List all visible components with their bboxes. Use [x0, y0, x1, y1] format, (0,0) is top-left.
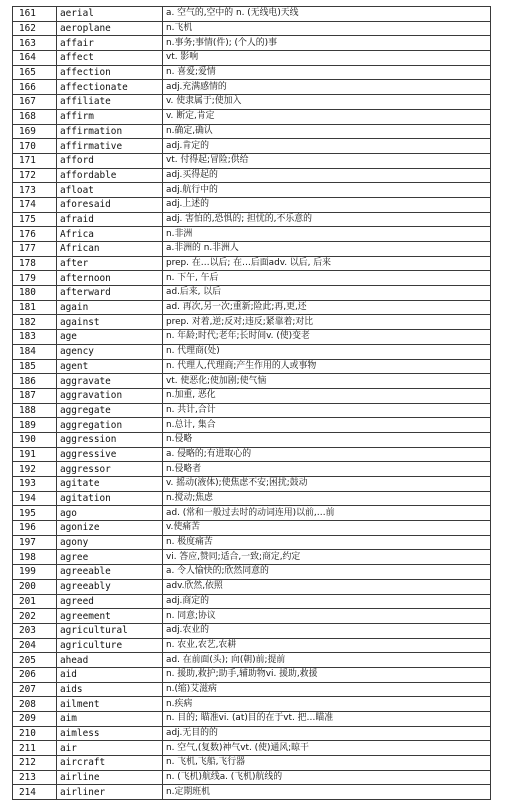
entry-word: agony — [57, 535, 163, 550]
entry-word: agreeable — [57, 565, 163, 580]
entry-definition: vt. 影响 — [163, 51, 491, 66]
table-row — [13, 667, 491, 682]
entry-word: agitation — [57, 491, 163, 506]
entry-definition: n.定期班机 — [163, 785, 491, 800]
entry-number: 177 — [13, 242, 57, 257]
table-row — [13, 682, 491, 697]
table-row — [13, 653, 491, 668]
entry-word: aggressive — [57, 447, 163, 462]
entry-number: 166 — [13, 80, 57, 95]
table-row — [13, 535, 491, 550]
entry-word: afford — [57, 153, 163, 168]
entry-definition: n.总计, 集合 — [163, 418, 491, 433]
entry-word: aimless — [57, 726, 163, 741]
entry-number: 172 — [13, 168, 57, 183]
entry-word: after — [57, 256, 163, 271]
entry-number: 174 — [13, 197, 57, 212]
entry-number: 206 — [13, 667, 57, 682]
entry-definition: v. 摇动(液体);使焦虑不安;困扰;鼓动 — [163, 477, 491, 492]
entry-word: aggregation — [57, 418, 163, 433]
entry-number: 175 — [13, 212, 57, 227]
table-row — [13, 741, 491, 756]
table-row — [13, 139, 491, 154]
vocabulary-table — [12, 6, 491, 800]
entry-word: agreed — [57, 594, 163, 609]
entry-word: ailment — [57, 697, 163, 712]
table-row — [13, 21, 491, 36]
entry-word: agree — [57, 550, 163, 565]
table-row — [13, 785, 491, 800]
entry-definition: prep. 对着,逆;反对;违反;紧靠着;对比 — [163, 315, 491, 330]
entry-definition: n. 飞机,飞船,飞行器 — [163, 756, 491, 771]
entry-word: aim — [57, 712, 163, 727]
table-row — [13, 462, 491, 477]
entry-number: 189 — [13, 418, 57, 433]
entry-number: 161 — [13, 7, 57, 22]
entry-word: agitate — [57, 477, 163, 492]
entry-definition: n.(缩)艾滋病 — [163, 682, 491, 697]
entry-word: agreeably — [57, 579, 163, 594]
entry-number: 202 — [13, 609, 57, 624]
table-row — [13, 623, 491, 638]
entry-definition: n.非洲 — [163, 227, 491, 242]
entry-definition: a. 侵略的;有进取心的 — [163, 447, 491, 462]
entry-definition: n. 空气,(复数)神气vt. (使)通风;晾干 — [163, 741, 491, 756]
entry-word: aeroplane — [57, 21, 163, 36]
entry-word: agriculture — [57, 638, 163, 653]
entry-number: 192 — [13, 462, 57, 477]
vocabulary-table-body — [13, 7, 491, 800]
entry-word: affirm — [57, 109, 163, 124]
entry-number: 199 — [13, 565, 57, 580]
entry-word: affirmation — [57, 124, 163, 139]
entry-definition: v. 断定,肯定 — [163, 109, 491, 124]
entry-definition: adj.商定的 — [163, 594, 491, 609]
entry-definition: adj.航行中的 — [163, 183, 491, 198]
entry-word: affiliate — [57, 95, 163, 110]
entry-number: 211 — [13, 741, 57, 756]
vocabulary-sheet — [12, 6, 490, 800]
entry-word: afloat — [57, 183, 163, 198]
table-row — [13, 697, 491, 712]
entry-number: 180 — [13, 286, 57, 301]
entry-number: 197 — [13, 535, 57, 550]
entry-word: affect — [57, 51, 163, 66]
table-row — [13, 168, 491, 183]
entry-number: 208 — [13, 697, 57, 712]
entry-definition: vt. 使恶化;使加剧;使气恼 — [163, 374, 491, 389]
table-row — [13, 95, 491, 110]
entry-definition: n. 代理商(处) — [163, 344, 491, 359]
table-row — [13, 36, 491, 51]
entry-word: agricultural — [57, 623, 163, 638]
entry-word: ahead — [57, 653, 163, 668]
entry-word: airliner — [57, 785, 163, 800]
entry-definition: v.使痛苦 — [163, 521, 491, 536]
entry-definition: adj.农业的 — [163, 623, 491, 638]
table-row — [13, 344, 491, 359]
entry-definition: n. 极度痛苦 — [163, 535, 491, 550]
table-row — [13, 300, 491, 315]
entry-number: 167 — [13, 95, 57, 110]
table-row — [13, 579, 491, 594]
entry-definition: adv.欣然,依照 — [163, 579, 491, 594]
entry-number: 190 — [13, 432, 57, 447]
entry-definition: a. 空气的,空中的 n. (无线电)天线 — [163, 7, 491, 22]
entry-number: 178 — [13, 256, 57, 271]
entry-number: 200 — [13, 579, 57, 594]
entry-definition: n. (飞机)航线a. (飞机)航线的 — [163, 770, 491, 785]
entry-word: aggressor — [57, 462, 163, 477]
entry-number: 183 — [13, 330, 57, 345]
entry-word: Africa — [57, 227, 163, 242]
table-row — [13, 197, 491, 212]
entry-word: agreement — [57, 609, 163, 624]
table-row — [13, 726, 491, 741]
table-row — [13, 770, 491, 785]
entry-definition: n.侵略 — [163, 432, 491, 447]
table-row — [13, 756, 491, 771]
table-row — [13, 609, 491, 624]
table-row — [13, 7, 491, 22]
entry-number: 198 — [13, 550, 57, 565]
entry-definition: adj.肯定的 — [163, 139, 491, 154]
entry-word: age — [57, 330, 163, 345]
entry-number: 179 — [13, 271, 57, 286]
entry-definition: n. 下午, 午后 — [163, 271, 491, 286]
entry-definition: vi. 答应,赞同;适合,一致;商定,约定 — [163, 550, 491, 565]
entry-definition: ad.后来, 以后 — [163, 286, 491, 301]
entry-definition: n. 农业,农艺,农耕 — [163, 638, 491, 653]
entry-word: against — [57, 315, 163, 330]
entry-definition: a. 令人愉快的;欣然同意的 — [163, 565, 491, 580]
entry-definition: n.确定,确认 — [163, 124, 491, 139]
entry-word: air — [57, 741, 163, 756]
entry-definition: adj. 害怕的,恐惧的; 担忧的,不乐意的 — [163, 212, 491, 227]
table-row — [13, 359, 491, 374]
entry-number: 173 — [13, 183, 57, 198]
entry-word: affection — [57, 65, 163, 80]
entry-word: aggregate — [57, 403, 163, 418]
entry-definition: ad. 再次,另一次;重新;险此;再,更,还 — [163, 300, 491, 315]
table-row — [13, 256, 491, 271]
table-row — [13, 477, 491, 492]
entry-word: aerial — [57, 7, 163, 22]
entry-number: 214 — [13, 785, 57, 800]
entry-number: 169 — [13, 124, 57, 139]
entry-word: agent — [57, 359, 163, 374]
table-row — [13, 286, 491, 301]
table-row — [13, 242, 491, 257]
entry-definition: n.事务;事情(件); (个人的)事 — [163, 36, 491, 51]
entry-definition: n. 喜爱;爱情 — [163, 65, 491, 80]
entry-number: 181 — [13, 300, 57, 315]
entry-word: agency — [57, 344, 163, 359]
entry-number: 204 — [13, 638, 57, 653]
table-row — [13, 51, 491, 66]
table-row — [13, 565, 491, 580]
table-row — [13, 109, 491, 124]
entry-word: aforesaid — [57, 197, 163, 212]
table-row — [13, 594, 491, 609]
entry-number: 213 — [13, 770, 57, 785]
entry-word: aid — [57, 667, 163, 682]
entry-definition: a.非洲的 n.非洲人 — [163, 242, 491, 257]
table-row — [13, 153, 491, 168]
entry-number: 191 — [13, 447, 57, 462]
table-row — [13, 227, 491, 242]
entry-word: affordable — [57, 168, 163, 183]
entry-definition: adj.买得起的 — [163, 168, 491, 183]
table-row — [13, 418, 491, 433]
entry-definition: n.飞机 — [163, 21, 491, 36]
entry-number: 171 — [13, 153, 57, 168]
entry-definition: n.疾病 — [163, 697, 491, 712]
table-row — [13, 712, 491, 727]
entry-definition: n. 共计,合计 — [163, 403, 491, 418]
entry-definition: n. 援助,救护;助手,辅助物vi. 援助,救援 — [163, 667, 491, 682]
entry-number: 205 — [13, 653, 57, 668]
entry-word: aircraft — [57, 756, 163, 771]
entry-number: 193 — [13, 477, 57, 492]
entry-number: 186 — [13, 374, 57, 389]
table-row — [13, 330, 491, 345]
entry-number: 170 — [13, 139, 57, 154]
entry-definition: adj.充满感情的 — [163, 80, 491, 95]
entry-number: 187 — [13, 388, 57, 403]
entry-word: afterward — [57, 286, 163, 301]
entry-number: 176 — [13, 227, 57, 242]
table-row — [13, 315, 491, 330]
entry-definition: n. 目的; 瞄准vi. (at)目的在于vt. 把…瞄准 — [163, 712, 491, 727]
entry-definition: adj.上述的 — [163, 197, 491, 212]
entry-word: aggravate — [57, 374, 163, 389]
entry-word: aggravation — [57, 388, 163, 403]
table-row — [13, 491, 491, 506]
table-row — [13, 124, 491, 139]
entry-word: afraid — [57, 212, 163, 227]
entry-number: 164 — [13, 51, 57, 66]
entry-definition: n.加重, 恶化 — [163, 388, 491, 403]
entry-number: 212 — [13, 756, 57, 771]
entry-word: affirmative — [57, 139, 163, 154]
entry-definition: n.搅动;焦虑 — [163, 491, 491, 506]
entry-number: 203 — [13, 623, 57, 638]
entry-definition: vt. 付得起;冒险;供给 — [163, 153, 491, 168]
entry-number: 195 — [13, 506, 57, 521]
entry-definition: n. 年龄;时代;老年;长时间v. (使)变老 — [163, 330, 491, 345]
entry-number: 163 — [13, 36, 57, 51]
table-row — [13, 432, 491, 447]
entry-definition: n.侵略者 — [163, 462, 491, 477]
table-row — [13, 521, 491, 536]
table-row — [13, 65, 491, 80]
entry-definition: prep. 在…以后; 在…后面adv. 以后, 后来 — [163, 256, 491, 271]
entry-definition: ad. 在前面(头); 向(朝)前;提前 — [163, 653, 491, 668]
entry-number: 188 — [13, 403, 57, 418]
entry-number: 201 — [13, 594, 57, 609]
entry-word: aggression — [57, 432, 163, 447]
entry-word: afternoon — [57, 271, 163, 286]
entry-number: 162 — [13, 21, 57, 36]
entry-number: 207 — [13, 682, 57, 697]
entry-number: 182 — [13, 315, 57, 330]
table-row — [13, 80, 491, 95]
entry-definition: ad. (常和一般过去时的动词连用)以前,…前 — [163, 506, 491, 521]
entry-number: 184 — [13, 344, 57, 359]
table-row — [13, 550, 491, 565]
table-row — [13, 271, 491, 286]
entry-word: affectionate — [57, 80, 163, 95]
table-row — [13, 447, 491, 462]
entry-word: affair — [57, 36, 163, 51]
entry-number: 209 — [13, 712, 57, 727]
entry-word: agonize — [57, 521, 163, 536]
entry-definition: n. 代理人,代理商;产生作用的人或事物 — [163, 359, 491, 374]
entry-number: 165 — [13, 65, 57, 80]
table-row — [13, 374, 491, 389]
entry-definition: v. 使隶属于;使加入 — [163, 95, 491, 110]
entry-number: 168 — [13, 109, 57, 124]
entry-word: African — [57, 242, 163, 257]
table-row — [13, 403, 491, 418]
entry-word: aids — [57, 682, 163, 697]
entry-word: ago — [57, 506, 163, 521]
entry-number: 194 — [13, 491, 57, 506]
table-row — [13, 183, 491, 198]
entry-word: airline — [57, 770, 163, 785]
table-row — [13, 388, 491, 403]
entry-number: 210 — [13, 726, 57, 741]
entry-definition: n. 同意;协议 — [163, 609, 491, 624]
entry-definition: adj.无目的的 — [163, 726, 491, 741]
table-row — [13, 212, 491, 227]
entry-number: 185 — [13, 359, 57, 374]
entry-word: again — [57, 300, 163, 315]
table-row — [13, 638, 491, 653]
table-row — [13, 506, 491, 521]
entry-number: 196 — [13, 521, 57, 536]
